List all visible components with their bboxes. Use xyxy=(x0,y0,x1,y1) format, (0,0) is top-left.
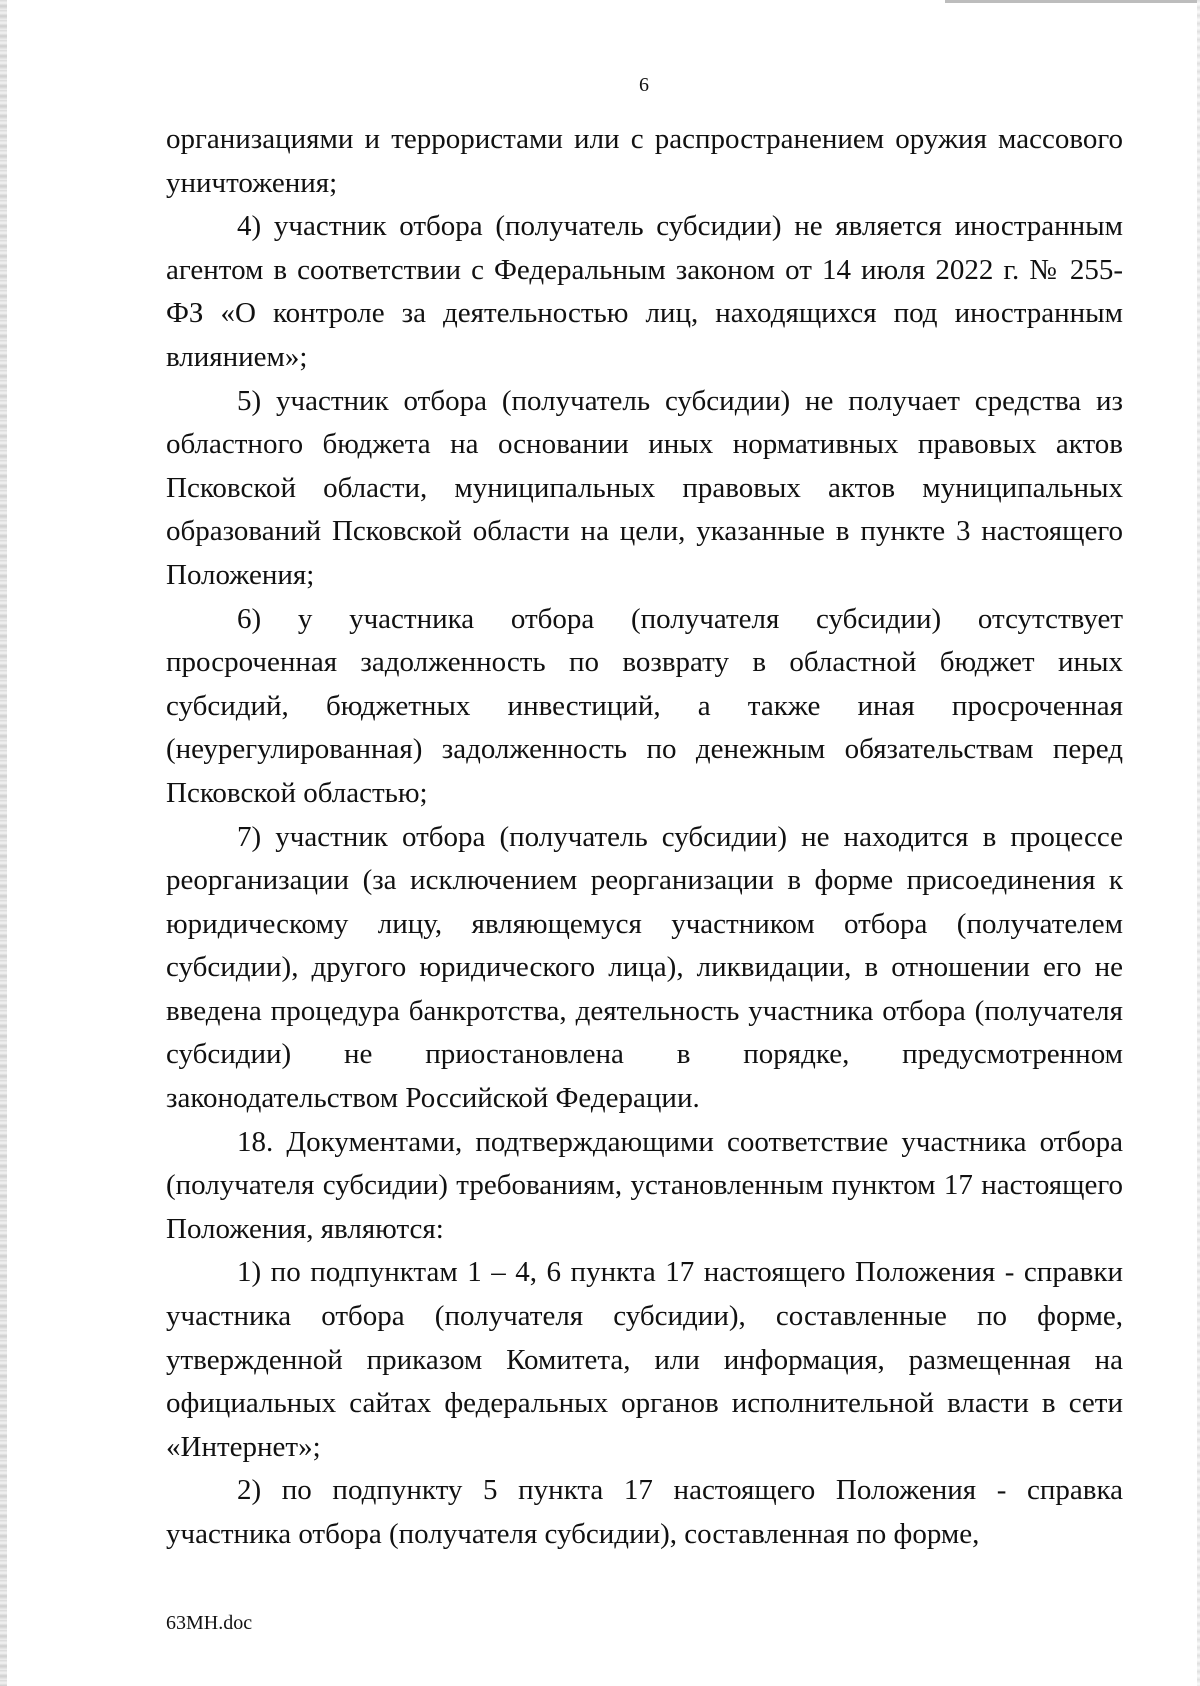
paragraph-item-4: 4) участник отбора (получатель субсидии) не является иностранным агентом в соответствии с Федеральным законом от 14 июля 2022 г. № 255-ФЗ «О контроле за деятельностью лиц, находящихся под иностранным влиянием»; xyxy=(166,210,1123,373)
scan-edge-left xyxy=(0,0,7,1686)
paragraph-item-7: 7) участник отбора (получатель субсидии) не находится в процессе реорганизации (за исключением реорганизации в форме присоединения к юридическому лицу, являющемуся участником отбора (получателем субсидии), другого юридического лица), ликвидации, в отношении его не введена процедура банкротства, деятельность участника отбора (получателя субсидии) не приостановлена в порядке, предусмотренном законодательством Российской Федерации. xyxy=(166,820,1123,1115)
paragraph-subitem-1: 1) по подпунктам 1 – 4, 6 пункта 17 настоящего Положения - справки участника отбора (получателя субсидии), составленные по форме, утвержденной приказом Комитета, или информация, размещенная на официальных сайтах федеральных органов исполнительной власти в сети «Интернет»; xyxy=(166,1256,1123,1463)
page-number: 6 xyxy=(639,74,649,96)
paragraph-item-5: 5) участник отбора (получатель субсидии) не получает средства из областного бюджета на основании иных нормативных правовых актов Псковской области, муниципальных правовых актов муниципальных образований Псковской области на цели, указанные в пункте 3 настоящего Положения; xyxy=(166,384,1123,591)
scan-edge-top xyxy=(945,0,1200,3)
document-body xyxy=(166,118,1123,1557)
paragraph-clause-18: 18. Документами, подтверждающими соответствие участника отбора (получателя субсидии) требованиям, установленным пунктом 17 настоящего Положения, являются: xyxy=(166,1125,1123,1245)
paragraph-subitem-2: 2) по подпункту 5 пункта 17 настоящего Положения - справка участника отбора (получателя субсидии), составленная по форме, xyxy=(166,1474,1123,1550)
paragraph-continuation: организациями и террористами или с распространением оружия массового уничтожения; xyxy=(166,123,1123,199)
footer-filename: 63МН.doc xyxy=(166,1612,253,1634)
paragraph-item-6: 6) у участника отбора (получателя субсидии) отсутствует просроченная задолженность по возврату в областной бюджет иных субсидий, бюджетных инвестиций, а также иная просроченная (неурегулированная) задолженность по денежным обязательствам перед Псковской областью; xyxy=(166,602,1123,809)
